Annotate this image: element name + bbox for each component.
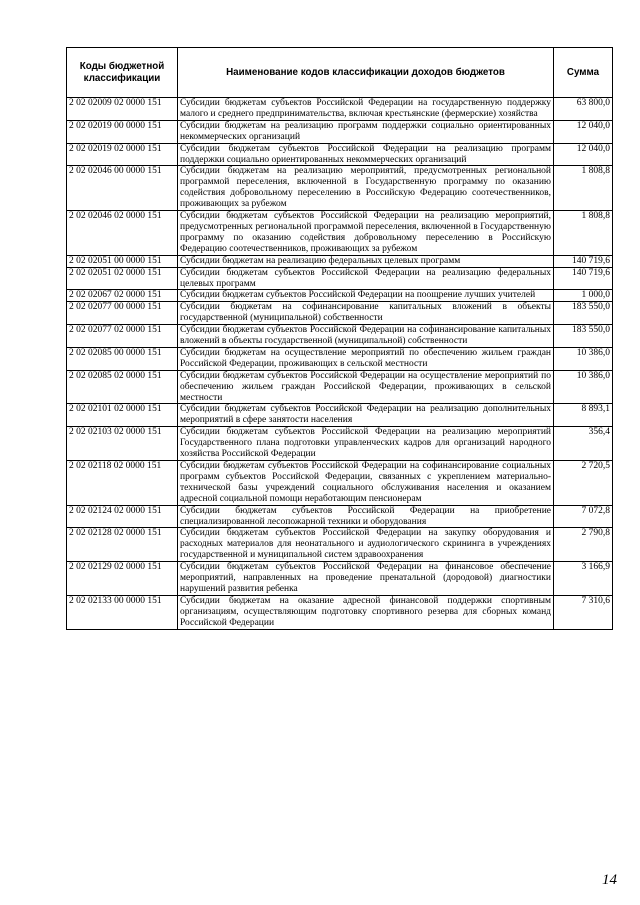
- row-name: Субсидии бюджетам на реализацию федеральных целевых программ: [178, 255, 554, 267]
- row-sum: 8 893,1: [554, 404, 613, 427]
- row-code: 2 02 02103 02 0000 151: [67, 427, 178, 461]
- row-name: Субсидии бюджетам субъектов Российской Федерации на софинансирование капитальных вложений в объекты государственной (муниципальной) собственности: [178, 325, 554, 348]
- row-name: Субсидии бюджетам субъектов Российской Федерации на финансовое обеспечение мероприятий, направленных на проведение пренатальной (дородовой) диагностики нарушений развития ребенка: [178, 562, 554, 596]
- row-sum: 183 550,0: [554, 325, 613, 348]
- row-name: Субсидии бюджетам на реализацию мероприятий, предусмотренных региональной программой переселения, включенной в Государственную программу по оказанию содействия добровольному переселению в Российскую Федерацию соотечественников, проживающих за рубежом: [178, 166, 554, 211]
- row-code: 2 02 02067 02 0000 151: [67, 290, 178, 302]
- table-row: [67, 325, 613, 348]
- row-code: 2 02 02019 02 0000 151: [67, 143, 178, 166]
- row-name: Субсидии бюджетам субъектов Российской Федерации на софинансирование социальных программ субъектов Российской Федерации, связанных с укреплением материально-технической базы учреждений социального обслуживания населения и оказанием адресной социальной помощи неработающим пенсионерам: [178, 461, 554, 506]
- row-sum: 140 719,6: [554, 255, 613, 267]
- row-sum: 2 720,5: [554, 461, 613, 506]
- row-sum: 2 790,8: [554, 528, 613, 562]
- table-row: [67, 528, 613, 562]
- header-sum: Сумма: [554, 48, 613, 98]
- page-number: 14: [602, 872, 617, 888]
- row-name: Субсидии бюджетам субъектов Российской Федерации на реализацию дополнительных мероприятий в сфере занятости населения: [178, 404, 554, 427]
- row-code: 2 02 02128 02 0000 151: [67, 528, 178, 562]
- table-row: [67, 595, 613, 629]
- table-row: [67, 267, 613, 290]
- row-code: 2 02 02101 02 0000 151: [67, 404, 178, 427]
- row-sum: 183 550,0: [554, 302, 613, 325]
- row-sum: 140 719,6: [554, 267, 613, 290]
- budget-revenue-table: [66, 47, 613, 630]
- row-name: Субсидии бюджетам субъектов Российской Федерации на приобретение специализированной лесопожарной техники и оборудования: [178, 505, 554, 528]
- table-row: [67, 120, 613, 143]
- row-sum: 12 040,0: [554, 143, 613, 166]
- table-row: [67, 562, 613, 596]
- row-code: 2 02 02133 00 0000 151: [67, 595, 178, 629]
- header-name: Наименование кодов классификации доходов бюджетов: [178, 48, 554, 98]
- table-row: [67, 255, 613, 267]
- table-body: [67, 98, 613, 630]
- row-code: 2 02 02085 00 0000 151: [67, 347, 178, 370]
- row-name: Субсидии бюджетам на оказание адресной финансовой поддержки спортивным организациям, осуществляющим подготовку спортивного резерва для сборных команд Российской Федерации: [178, 595, 554, 629]
- row-sum: 3 166,9: [554, 562, 613, 596]
- row-name: Субсидии бюджетам субъектов Российской Федерации на реализацию программ поддержки социально ориентированных некоммерческих организаций: [178, 143, 554, 166]
- row-code: 2 02 02051 00 0000 151: [67, 255, 178, 267]
- row-name: Субсидии бюджетам субъектов Российской Федерации на реализацию мероприятий, предусмотренных региональной программой переселения, включенной в Государственную программу по оказанию содействия добровольному переселению в Российскую Федерацию соотечественников, проживающих за рубежом: [178, 211, 554, 256]
- row-name: Субсидии бюджетам субъектов Российской Федерации на закупку оборудования и расходных материалов для неонатального и аудиологического скрининга в учреждениях государственной и муниципальной систем здравоохранения: [178, 528, 554, 562]
- header-code: Коды бюджетной классификации: [67, 48, 178, 98]
- row-sum: 1 808,8: [554, 166, 613, 211]
- row-name: Субсидии бюджетам на софинансирование капитальных вложений в объекты государственной (муниципальной) собственности: [178, 302, 554, 325]
- table-row: [67, 290, 613, 302]
- table-row: [67, 404, 613, 427]
- row-sum: 10 386,0: [554, 370, 613, 404]
- row-code: 2 02 02046 00 0000 151: [67, 166, 178, 211]
- row-sum: 356,4: [554, 427, 613, 461]
- table-row: [67, 98, 613, 121]
- row-name: Субсидии бюджетам на осуществление мероприятий по обеспечению жильем граждан Российской Федерации, проживающих в сельской местности: [178, 347, 554, 370]
- row-name: Субсидии бюджетам субъектов Российской Федерации на государственную поддержку малого и среднего предпринимательства, включая крестьянские (фермерские) хозяйства: [178, 98, 554, 121]
- row-sum: 1 808,8: [554, 211, 613, 256]
- table-row: [67, 505, 613, 528]
- row-name: Субсидии бюджетам субъектов Российской Федерации на осуществление мероприятий по обеспечению жильем граждан Российской Федерации, проживающих в сельской местности: [178, 370, 554, 404]
- row-code: 2 02 02118 02 0000 151: [67, 461, 178, 506]
- row-code: 2 02 02124 02 0000 151: [67, 505, 178, 528]
- row-sum: 63 800,0: [554, 98, 613, 121]
- row-name: Субсидии бюджетам на реализацию программ поддержки социально ориентированных некоммерческих организаций: [178, 120, 554, 143]
- row-sum: 7 072,8: [554, 505, 613, 528]
- row-code: 2 02 02046 02 0000 151: [67, 211, 178, 256]
- table-header: [67, 48, 613, 98]
- table-row: [67, 461, 613, 506]
- row-sum: 10 386,0: [554, 347, 613, 370]
- row-code: 2 02 02009 02 0000 151: [67, 98, 178, 121]
- row-code: 2 02 02077 00 0000 151: [67, 302, 178, 325]
- row-name: Субсидии бюджетам субъектов Российской Федерации на реализацию федеральных целевых программ: [178, 267, 554, 290]
- row-sum: 12 040,0: [554, 120, 613, 143]
- table-row: [67, 370, 613, 404]
- row-code: 2 02 02085 02 0000 151: [67, 370, 178, 404]
- row-code: 2 02 02077 02 0000 151: [67, 325, 178, 348]
- table-row: [67, 166, 613, 211]
- row-sum: 7 310,6: [554, 595, 613, 629]
- header-row: [67, 48, 613, 98]
- row-code: 2 02 02019 00 0000 151: [67, 120, 178, 143]
- table-row: [67, 211, 613, 256]
- row-name: Субсидии бюджетам субъектов Российской Федерации на поощрение лучших учителей: [178, 290, 554, 302]
- row-code: 2 02 02129 02 0000 151: [67, 562, 178, 596]
- table-row: [67, 302, 613, 325]
- row-sum: 1 000,0: [554, 290, 613, 302]
- table-row: [67, 143, 613, 166]
- table-row: [67, 347, 613, 370]
- row-name: Субсидии бюджетам субъектов Российской Федерации на реализацию мероприятий Государственного плана подготовки управленческих кадров для организаций народного хозяйства Российской Федерации: [178, 427, 554, 461]
- table-row: [67, 427, 613, 461]
- row-code: 2 02 02051 02 0000 151: [67, 267, 178, 290]
